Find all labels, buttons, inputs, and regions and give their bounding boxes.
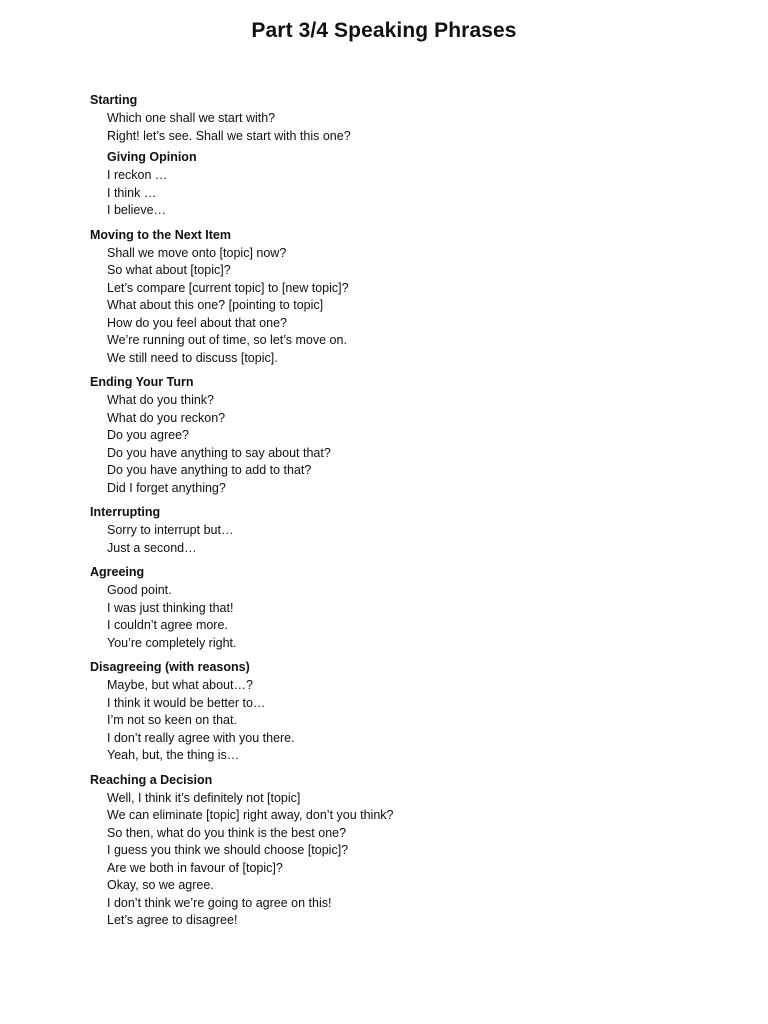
phrase-list [90,790,690,930]
phrase-item: Let’s agree to disagree! [107,913,238,927]
phrase-item: I was just thinking that! [107,600,234,615]
section-agreeing [90,563,690,652]
phrase-list [90,582,690,652]
phrase-item: I don’t think we’re going to agree on this! [107,895,332,910]
phrase-list [90,110,690,145]
phrase-list [90,392,690,497]
section-ending-your-turn [90,373,690,497]
phrase-item: What do you think? [107,393,215,407]
section-interrupting [90,503,690,557]
phrase-list [90,245,690,368]
phrase-item: Do you have anything to add to that? [107,463,312,477]
phrase-list [90,522,690,557]
phrase-item: Good point. [107,583,172,597]
phrase-item: I guess you think we should choose [topic]? [107,843,349,857]
section-heading: Disagreeing (with reasons) [90,660,250,674]
phrase-item: Are we both in favour of [topic]? [107,860,283,875]
phrase-item: I couldn’t agree more. [107,618,228,632]
phrase-item: So then, what do you think is the best one? [107,825,347,840]
phrase-item: I don’t really agree with you there. [107,730,295,745]
phrase-item: Maybe, but what about…? [107,678,253,692]
phrase-item: Well, I think it’s definitely not [topic] [107,790,301,805]
phrase-item: Do you have anything to say about that? [107,445,331,460]
section-heading: Agreeing [90,565,145,579]
phrase-item: Did I forget anything? [107,480,226,495]
phrase-item: I think it would be better to… [107,695,266,710]
phrase-item: Just a second… [107,540,197,555]
phrase-item: I think … [107,185,157,200]
section-heading: Reaching a Decision [90,772,213,787]
phrase-item: So what about [topic]? [107,263,231,277]
phrase-sections [90,91,690,930]
phrase-item: What do you reckon? [107,410,226,425]
section-starting [90,91,690,145]
phrase-item: Which one shall we start with? [107,111,276,125]
section-heading: Moving to the Next Item [90,227,231,242]
phrase-item: Okay, so we agree. [107,878,214,892]
section-reaching-decision [90,771,690,930]
section-disagreeing [90,658,690,765]
section-giving-opinion [107,148,690,220]
phrase-item: Do you agree? [107,428,190,442]
phrase-item: I reckon … [107,168,168,182]
phrase-list [90,677,690,765]
section-moving-next-item [90,226,690,368]
phrase-item: Sorry to interrupt but… [107,523,234,537]
section-heading: Giving Opinion [107,150,197,164]
phrase-list [107,167,690,220]
phrase-item: Shall we move onto [topic] now? [107,245,287,260]
phrase-item: I’m not so keen on that. [107,713,237,727]
section-heading: Interrupting [90,505,161,519]
section-heading: Ending Your Turn [90,375,194,389]
phrase-item: We still need to discuss [topic]. [107,350,278,365]
phrase-item: How do you feel about that one? [107,315,287,330]
phrase-item: Let’s compare [current topic] to [new topic]? [107,280,349,295]
phrase-item: Right! let’s see. Shall we start with this one? [107,128,351,143]
phrase-item: We can eliminate [topic] right away, don’t you think? [107,808,394,822]
phrase-item: What about this one? [pointing to topic] [107,298,324,312]
phrase-item: We’re running out of time, so let’s move on. [107,333,347,347]
phrase-item: You’re completely right. [107,635,237,650]
page-title: Part 3/4 Speaking Phrases [251,19,517,42]
phrase-item: I believe… [107,203,167,217]
phrase-item: Yeah, but, the thing is… [107,748,240,762]
section-heading: Starting [90,93,138,107]
